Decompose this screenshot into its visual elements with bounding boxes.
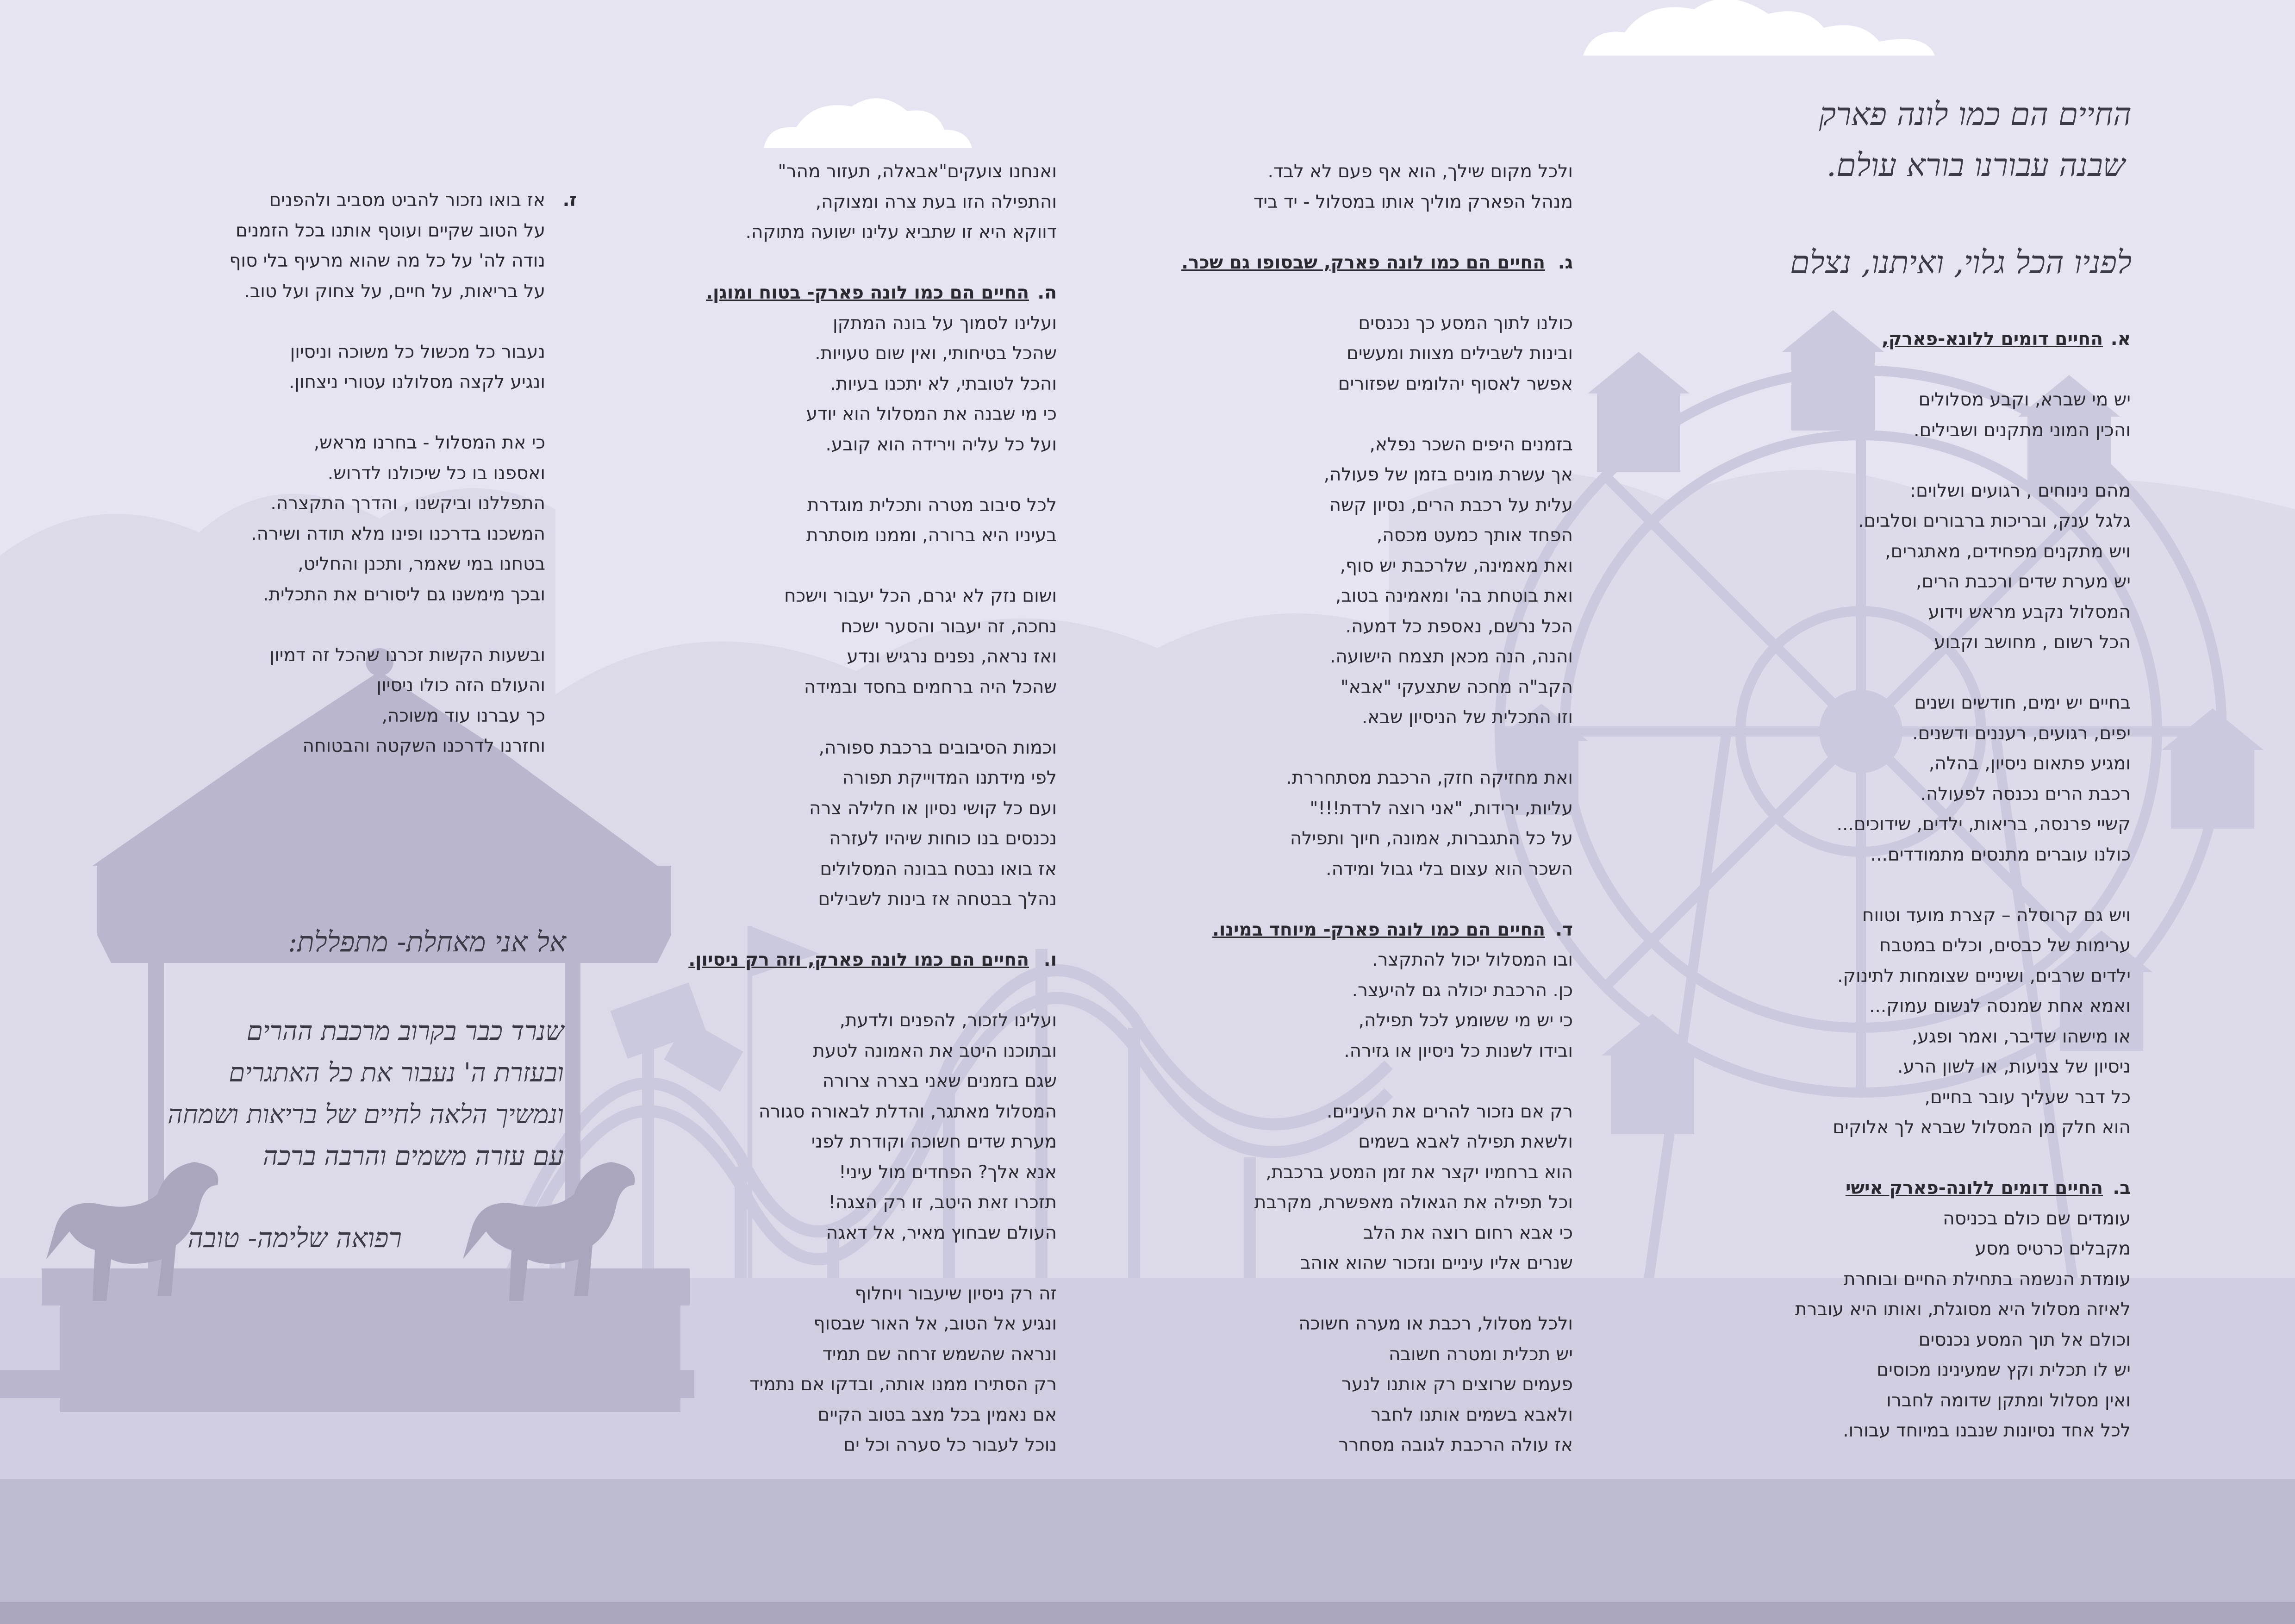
- text-line: שהכל היה ברחמים בחסד ובמידה: [804, 676, 1057, 698]
- text-line: ובכך מימשנו גם ליסורים את התכלית.: [262, 584, 545, 605]
- text-line: בעיניו היא ברורה, וממנו מוסתרת: [806, 525, 1057, 546]
- text-line: וכולם אל תוך המסע נכנסים: [1918, 1329, 2131, 1350]
- text-line: ילדים שרבים, ושיניים שצומחות לתינוק.: [1837, 965, 2131, 987]
- header-line-2: שבנה עבורנו בורא עולם.: [1826, 147, 2125, 184]
- text-line: ואת מחזיקה חזק, הרכבת מסתחררת.: [1286, 768, 1573, 788]
- text-line: אז בואו נבטח בבונה המסלולים: [820, 858, 1057, 880]
- text-line: ובינות לשבילים מצוות ומעשים: [1346, 343, 1573, 364]
- section-h-heading: ה.החיים הם כמו לונה פארק- בטוח ומוגן.: [706, 282, 1057, 303]
- text-line: שגם בזמנים שאני בצרה צרורה: [822, 1071, 1057, 1092]
- text-line: [1795, 355, 2131, 385]
- column-3: [688, 156, 1057, 1461]
- text-line: כי יש מי ששומע לכל תפילה,: [1358, 1010, 1573, 1031]
- text-line: מנהל הפארק מוליך אותו במסלול - יד ביד: [1254, 191, 1573, 212]
- text-line: [688, 460, 1057, 490]
- section-d-heading: ד.החיים הם כמו לונה פארק- מיוחד במינו.: [1212, 919, 1573, 940]
- text-line: ואמא אחת שמנסה לנשום עמוק...: [1869, 996, 2131, 1017]
- text-line: אנא אלך? הפחדים מול עיני!: [839, 1162, 1057, 1183]
- text-line: כן. הרכבת יכולה גם להיעצר.: [1352, 980, 1573, 1001]
- text-line: [688, 702, 1057, 733]
- text-line: [229, 610, 545, 640]
- text-line: וכמות הסיבובים ברכבת ספורה,: [818, 737, 1057, 758]
- text-line: [1181, 217, 1573, 248]
- text-line: שהכל בטיחותי, ואין שום טעויות.: [815, 343, 1057, 364]
- text-line: המסלול נקבע מראש וידוע: [1928, 601, 2131, 623]
- text-line: ואנחנו צועקים"אבאלה, תעזור מהר": [778, 161, 1057, 182]
- text-line: יפים, רגועים, רעננים ודשנים.: [1912, 723, 2131, 744]
- text-line: אפשר לאסוף יהלומים שפזורים: [1338, 373, 1573, 394]
- text-line: נחכה, זה יעבור והסער ישכח: [841, 616, 1057, 637]
- text-line: ועם כל קושי נסיון או חלילה צרה: [809, 798, 1057, 819]
- text-line: וחזרנו לדרכנו השקטה והבטוחה: [302, 736, 545, 756]
- header-line-3: לפניו הכל גלוי, ואיתנו, נצלם: [1790, 244, 2132, 281]
- text-line: רק הסתירו ממנו אותה, ובדקו אם נתמיד: [749, 1374, 1057, 1395]
- text-line: נודה לה' על כל מה שהוא מרעיף בלי סוף: [229, 250, 545, 271]
- text-line: יש לו תכלית וקץ שמעינינו מכוסים: [1877, 1360, 2131, 1380]
- text-line: ואז נראה, נפנים נרגיש ונדע: [847, 646, 1057, 667]
- text-line: פעמים שרוצים רק אותנו לנער: [1341, 1374, 1573, 1395]
- text-line: הכל רשום , מחושב וקבוע: [1933, 632, 2131, 653]
- text-line: כך עברנו עוד משוכה,: [381, 705, 545, 726]
- text-line: תזכרו זאת היטב, זו רק הצגה!: [828, 1192, 1057, 1213]
- text-line: כי את המסלול - בחרנו מראש,: [313, 432, 545, 453]
- text-line: על הטוב שקיים ועוטף אותנו בכל הזמנים: [235, 220, 545, 241]
- text-line: [1795, 1143, 2131, 1174]
- text-line: והנה, הנה מכאן תצמח הישועה.: [1329, 646, 1573, 667]
- text-line: והעולם הזה כולו ניסיון: [376, 675, 545, 696]
- text-line: ועל כל עליה וירידה הוא קובע.: [825, 434, 1057, 455]
- text-line: מערת שדים חשוכה וקודרת לפני: [811, 1131, 1057, 1152]
- text-line: מקבלים כרטיס מסע: [1975, 1238, 2131, 1259]
- dedication-line: ונמשיך הלאה לחיים של בריאות ושמחה: [168, 1099, 564, 1130]
- text-line: זה רק ניסיון שיעבור ויחלוף: [854, 1283, 1057, 1304]
- text-line: ובשעות הקשות זכרנו שהכל זה דמיון: [269, 644, 545, 666]
- text-line: ואין מסלול ומתקן שדומה לחברו: [1886, 1390, 2131, 1411]
- text-line: וכל תפילה את הגאולה מאפשרת, מקרבת: [1254, 1192, 1573, 1213]
- text-line: השכר הוא עצום בלי גבול ומידה.: [1326, 858, 1573, 880]
- text-line: בחיים יש ימים, חודשים ושנים: [1914, 693, 2131, 713]
- text-line: ולכל מסלול, רכבת או מערה חשוכה: [1298, 1313, 1573, 1334]
- dedication-heading: אל אני מאחלת- מתפללת:: [287, 926, 566, 958]
- section-b-heading: ב.החיים דומים ללונה-פארק אישי: [1845, 1178, 2131, 1199]
- text-line: [1181, 278, 1573, 308]
- text-line: כולנו עוברים מתנסים מתמודדים...: [1870, 844, 2131, 865]
- text-line: [1181, 733, 1573, 763]
- section-g-heading: ג.החיים הם כמו לונה פארק, שבסופו גם שכר.: [1181, 252, 1573, 273]
- text-line: ערימות של כבסים, וכלים במטבח: [1879, 935, 2131, 956]
- text-line: ושום נזק לא יגרם, הכל יעבור וישכח: [784, 586, 1057, 606]
- section-v-heading: ו.החיים הם כמו לונה פארק, וזה רק ניסיון.: [688, 949, 1057, 970]
- text-line: כי מי שבנה את המסלול הוא יודע: [806, 404, 1057, 425]
- text-line: מהם נינוחים , רגועים ושלוים:: [1909, 480, 2131, 501]
- text-line: נכנסים בנו כוחות שיהיו לעזרה: [829, 828, 1057, 849]
- text-line: לכל סיבוב מטרה ותכלית מוגדרת: [807, 494, 1057, 516]
- text-line: [1181, 1461, 1573, 1491]
- text-line: [688, 975, 1057, 1006]
- text-line: אך עשרת מונים בזמן של פעולה,: [1323, 464, 1573, 485]
- text-line: [1181, 399, 1573, 430]
- text-line: כל דבר שעליך עובר בחיים,: [1924, 1087, 2131, 1108]
- text-line: וזו התכלית של הניסיון שבא.: [1361, 707, 1573, 728]
- text-line: התפללנו וביקשנו , והדרך התקצרה.: [270, 493, 545, 514]
- text-line: המשכנו בדרכנו ופינו מלא תודה ושירה.: [251, 523, 545, 544]
- text-line: או מישהו שדיבר, ואמר ופגע,: [1912, 1026, 2131, 1047]
- text-line: הוא ברחמיו יקצר את זמן המסע ברכבת,: [1266, 1162, 1573, 1183]
- dedication-line: שנרד כבר בקרוב מרכבת ההרים: [246, 1016, 564, 1046]
- header-line-1: החיים הם כמו לונה פארק: [1819, 96, 2132, 133]
- text-line: לכל אחד נסיונות שנבנו במיוחד עבורו.: [1843, 1420, 2131, 1441]
- text-line: ניסיון של צניעות, או לשון הרע.: [1897, 1056, 2131, 1077]
- column-1: [1795, 324, 2131, 1446]
- text-line: המסלול מאתגר, והדלת לבאורה סגורה: [758, 1101, 1057, 1122]
- text-line: עומדת הנשמה בתחילת החיים ובוחרת: [1843, 1268, 2131, 1290]
- text-line: קשיי פרנסה, בריאות, ילדים, שידוכים...: [1836, 814, 2131, 835]
- signature: רפואה שלימה- טובה: [187, 1222, 402, 1254]
- text-line: ואת מאמינה, שלרכבת יש סוף,: [1340, 555, 1573, 576]
- text-line: הוא חלק מן המסלול שברא לך אלוקים: [1833, 1117, 2131, 1138]
- text-line: דווקא היא זו שתביא עלינו ישועה מתוקה.: [745, 222, 1057, 243]
- text-line: והכין המוני מתקנים ושבילים.: [1914, 419, 2131, 441]
- text-line: נוכל לעבור כל סערה וכל ים: [843, 1435, 1057, 1455]
- text-line: [1181, 1279, 1573, 1309]
- text-line: ולכל מקום שילך, הוא אף פעם לא לבד.: [1267, 161, 1573, 182]
- text-line: ויש גם קרוסלה – קצרת מועד וטווח: [1862, 905, 2131, 926]
- text-line: [688, 1248, 1057, 1279]
- text-line: [229, 306, 545, 337]
- section-z-heading: ז.: [562, 190, 577, 211]
- text-line: ובידו לשנות כל ניסיון או גזירה.: [1344, 1040, 1573, 1062]
- text-line: לאיזה מסלול היא מסוגלת, ואותו היא עוברת: [1795, 1299, 2131, 1320]
- text-line: ובתוכנו היטב את האמונה לטעת: [813, 1040, 1057, 1062]
- text-line: גלגל ענק, ובריכות ברבורים וסלבים.: [1858, 511, 2131, 531]
- text-line: יש מערת שדים ורכבת הרים,: [1916, 571, 2131, 592]
- text-line: עלית על רכבת הרים, נסיון קשה: [1329, 494, 1573, 516]
- text-line: [1181, 1066, 1573, 1097]
- text-line: נעבור כל מכשול כל משוכה וניסיון: [290, 341, 545, 362]
- text-line: בזמנים היפים השכר נפלא,: [1369, 434, 1573, 455]
- text-line: [229, 398, 545, 428]
- text-line: ויש מתקנים מפחידים, מאתגרים,: [1885, 541, 2131, 562]
- text-line: יש תכלית ומטרה חשובה: [1389, 1343, 1573, 1365]
- text-line: ועלינו לזכור, להפנים ולדעת,: [839, 1010, 1057, 1031]
- column-4: [229, 185, 577, 762]
- text-line: הפחד אותך כמעט מכסה,: [1376, 525, 1573, 546]
- text-line: נהלך בבטחה אז בינות לשבילים: [818, 889, 1057, 910]
- text-line: יש מי שברא, וקבע מסלולים: [1918, 389, 2131, 410]
- text-line: אז עולה הרכבת לגובה מסחרר: [1338, 1435, 1573, 1455]
- text-line: [1795, 870, 2131, 900]
- text-line: והתפילה הזו בעת צרה ומצוקה,: [815, 191, 1057, 212]
- dedication-line: עם עזרה משמים והרבה ברכה: [262, 1141, 564, 1171]
- text-line: עומדים שם כולם בכניסה: [1943, 1208, 2131, 1229]
- text-line: רק אם נזכור להרים את העיניים.: [1327, 1101, 1573, 1122]
- section-a-heading: א.החיים דומים ללונא-פארק,: [1882, 329, 2131, 350]
- text-line: לפי מידתנו המדוייקת תפורה: [842, 768, 1057, 788]
- text-line: [1795, 445, 2131, 476]
- text-line: הקב"ה מחכה שתצעקי "אבא": [1340, 676, 1573, 698]
- text-line: על כל התגברות, אמונה, חיוך ותפילה: [1290, 828, 1573, 849]
- text-line: אז בואו נזכור להביט מסביב ולהפנים: [269, 190, 545, 211]
- text-line: [1795, 658, 2131, 688]
- text-line: ונגיע לקצה מסלולנו עטורי ניצחון.: [288, 372, 545, 393]
- text-line: בטחנו במי שאמר, ותכנן והחליט,: [298, 554, 545, 575]
- column-2: [1181, 156, 1573, 1491]
- text-line: ובו המסלול יכול להתקצר.: [1372, 949, 1573, 970]
- text-line: עליות, ירידות, "אני רוצה לרדת!!!": [1310, 798, 1573, 819]
- text-line: [1181, 884, 1573, 915]
- text-line: [688, 915, 1057, 945]
- text-line: ואספנו בו כל שיכולנו לדרוש.: [327, 462, 545, 484]
- text-line: שנרים אליו עיניים ונזכור שהוא אוהב: [1300, 1253, 1573, 1274]
- text-line: כי אבא רחום רוצה את הלב: [1363, 1222, 1573, 1243]
- text-line: ועלינו לסמוך על בונה המתקן: [832, 312, 1057, 334]
- text-line: [688, 248, 1057, 278]
- text-line: העולם שבחוץ מאיר, אל דאגה: [826, 1222, 1057, 1243]
- text-line: כולנו לתוך המסע כך נכנסים: [1358, 312, 1573, 334]
- text-line: הכל נרשם, נאספת כל דמעה.: [1345, 616, 1573, 637]
- text-line: ואת בוטחת בה' ומאמינה בטוב,: [1335, 586, 1573, 606]
- text-line: ונגיע אל הטוב, אל האור שבסוף: [813, 1313, 1057, 1334]
- text-line: והכל לטובתי, לא יתכנו בעיות.: [830, 373, 1057, 394]
- text-line: ולאבא בשמים אותנו לחבר: [1371, 1404, 1573, 1425]
- text-line: על בריאות, על חיים, על צחוק ועל טוב.: [244, 281, 545, 302]
- text-line: ולשאת תפילה לאבא בשמים: [1358, 1131, 1573, 1152]
- text-line: [688, 551, 1057, 581]
- text-line: רכבת הרים נכנסה לפעולה.: [1920, 783, 2131, 805]
- text-line: אם נאמין בכל מצב בטוב הקיים: [817, 1404, 1057, 1425]
- text-line: ומגיע פתאום ניסיון, בהלה,: [1928, 753, 2131, 774]
- dedication-line: ובעזרת ה' נעבור את כל האתגרים: [229, 1058, 564, 1088]
- text-line: ונראה שהשמש זרחה שם תמיד: [822, 1343, 1057, 1365]
